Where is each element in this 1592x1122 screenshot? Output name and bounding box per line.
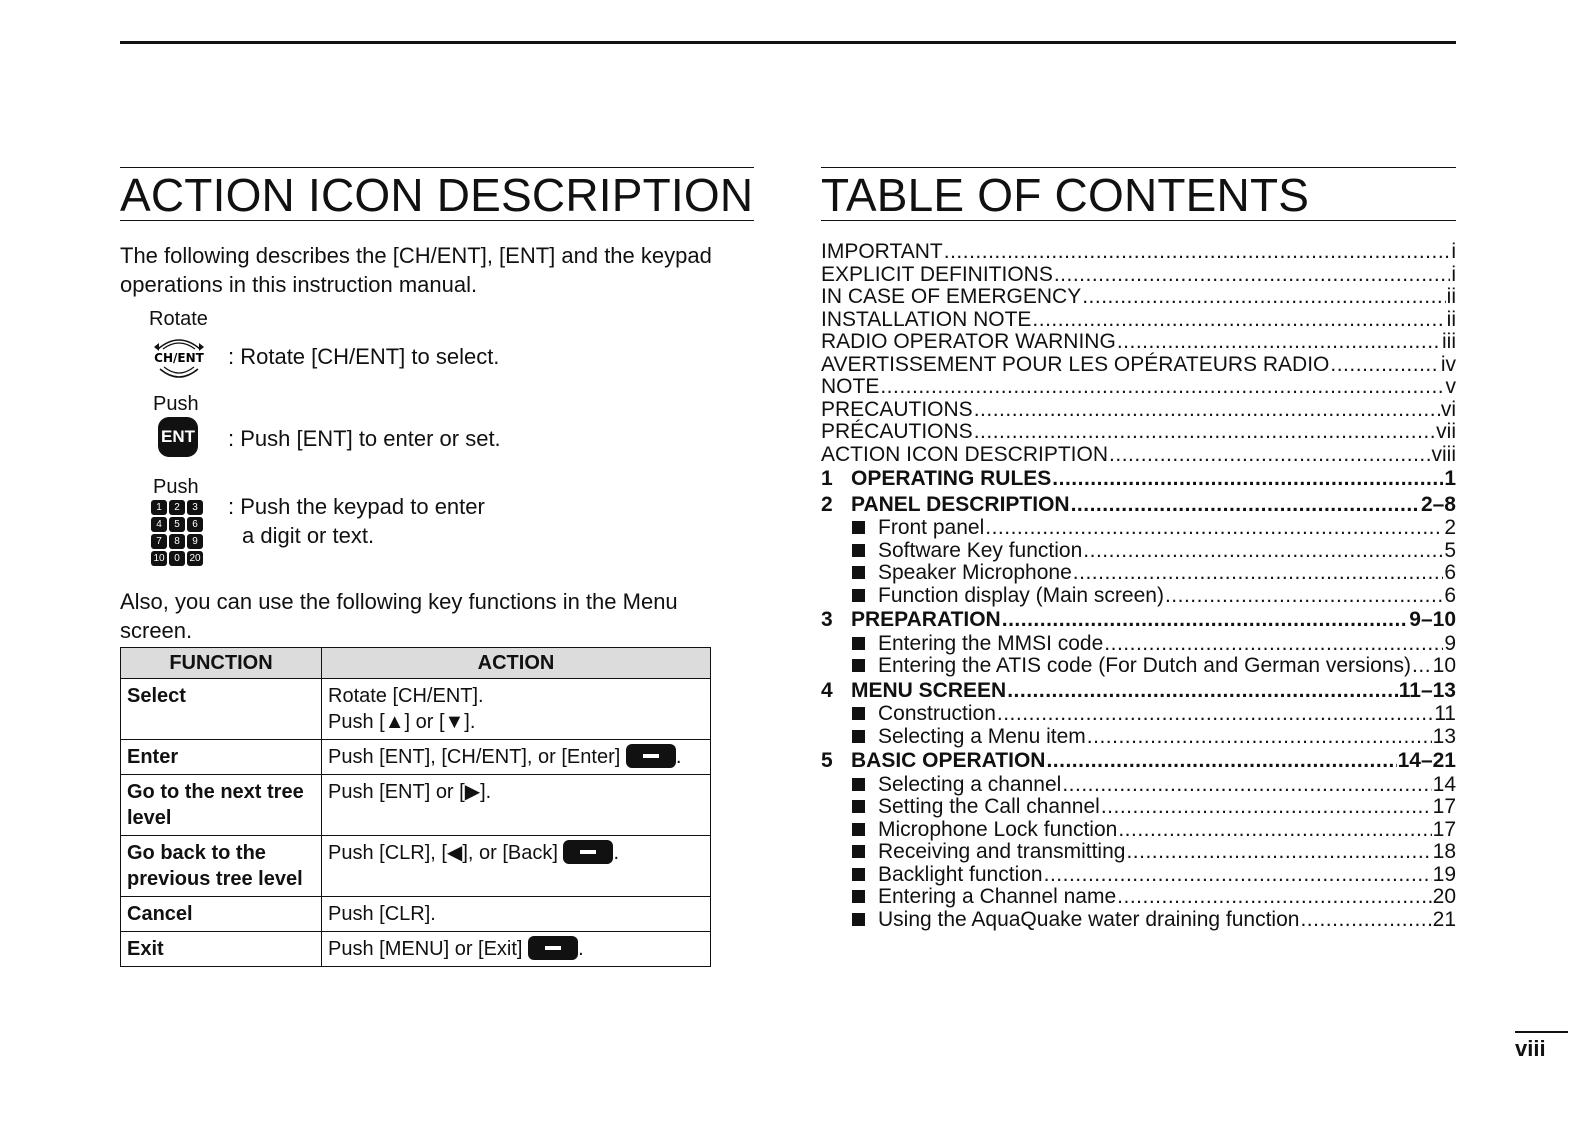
bullet-icon [821, 909, 878, 932]
dot-leader [1330, 354, 1439, 377]
toc-entry-page: vi [1440, 397, 1456, 421]
rotate-label: Rotate [149, 308, 208, 330]
toc-entry[interactable] [821, 466, 1456, 492]
toc-entry-page: 2–8 [1420, 492, 1456, 516]
toc-entry[interactable] [821, 562, 1456, 585]
menu-keys-intro: Also, you can use the following key functions in the Menu screen. [120, 589, 678, 643]
toc-entry-page: 10 [1432, 654, 1456, 677]
action-cell: Push [MENU] or [Exit] . [322, 932, 711, 967]
toc-entry-page: 17 [1432, 795, 1456, 818]
table-row [121, 775, 711, 836]
table-row [121, 740, 711, 775]
toc-entry[interactable] [821, 774, 1456, 797]
keypad-icon [151, 500, 203, 566]
function-cell [121, 775, 322, 836]
toc-entry-title: INSTALLATION NOTE [821, 307, 1032, 331]
toc-entry[interactable] [821, 703, 1456, 726]
toc-entry[interactable] [821, 748, 1456, 774]
toc-entry-title: Using the AquaQuake water draining function [878, 907, 1300, 931]
toc-entry[interactable] [821, 726, 1456, 749]
toc-entry-page: 19 [1432, 862, 1456, 886]
function-line: Go back to the [127, 842, 266, 864]
toc-entry-page: i [1451, 240, 1456, 263]
dot-leader [985, 517, 1443, 540]
table-of-contents [821, 167, 1456, 931]
toc-entry-title: PRECAUTIONS [821, 397, 973, 421]
toc-entry-page: 6 [1444, 561, 1456, 584]
toc-entry-title: Function display (Main screen) [878, 583, 1164, 607]
toc-entry-page: 6 [1444, 583, 1456, 607]
push-ent-desc: : Push [ENT] to enter or set. [228, 426, 501, 451]
dot-leader [1101, 796, 1432, 819]
toc-entry[interactable] [821, 421, 1456, 444]
section-number: 3 [821, 608, 833, 631]
table-row [121, 897, 711, 932]
function-cell: Cancel [121, 897, 322, 932]
toc-entry-page: 11–13 [1398, 678, 1456, 702]
table-row [121, 679, 711, 740]
dot-leader [1104, 633, 1443, 656]
action-line: Push [CLR], [◀], or [Back] [328, 842, 558, 864]
header-action: ACTION [322, 648, 711, 679]
toc-entry-title: Setting the Call channel [878, 795, 1100, 818]
toc-entry[interactable] [821, 492, 1456, 518]
section-number: 1 [821, 467, 833, 490]
toc-entry-title: Microphone Lock function [878, 817, 1118, 841]
toc-entry[interactable] [821, 331, 1456, 354]
toc-entry[interactable] [821, 354, 1456, 377]
toc-entry[interactable] [821, 796, 1456, 819]
action-icon-section [120, 167, 754, 960]
toc-entry-page: 13 [1432, 724, 1456, 748]
dot-leader [1117, 886, 1431, 909]
header-function: FUNCTION [121, 648, 322, 679]
soft-key-icon [528, 936, 578, 960]
action-cell: Push [ENT], [CH/ENT], or [Enter] . [322, 740, 711, 775]
key: 20 [187, 551, 203, 566]
toc-entry[interactable] [821, 264, 1456, 287]
dot-leader [1118, 819, 1431, 842]
toc-entry-title: Selecting a channel [878, 772, 1062, 796]
bullet-icon [821, 841, 878, 864]
toc-entry-page: iv [1440, 352, 1456, 376]
bullet-icon [821, 517, 878, 540]
toc-entry-title: ACTION ICON DESCRIPTION [821, 442, 1109, 466]
toc-entry-title: PANEL DESCRIPTION [851, 492, 1070, 516]
toc-entry[interactable] [821, 655, 1456, 678]
bullet-icon [821, 703, 878, 726]
bullet-icon [821, 585, 878, 608]
key-function-table [120, 647, 711, 967]
key: 1 [151, 500, 167, 515]
dot-leader [1046, 748, 1396, 774]
function-line: previous tree level [127, 868, 303, 890]
toc-entry-title: PRÉCAUTIONS [821, 420, 973, 443]
dot-leader [1002, 607, 1409, 633]
toc-entry-title: Construction [878, 702, 996, 725]
bullet-icon [821, 655, 878, 678]
key: 7 [151, 534, 167, 549]
toc-entry-page: 17 [1432, 817, 1456, 841]
toc-entry-title: AVERTISSEMENT POUR LES OPÉRATEURS RADIO [821, 352, 1330, 376]
toc-entry[interactable] [821, 678, 1456, 704]
dot-leader [974, 421, 1435, 444]
toc-entry-title: NOTE [821, 375, 880, 398]
toc-entry[interactable] [821, 540, 1456, 563]
section-number: 5 [821, 749, 833, 772]
toc-entry[interactable] [821, 376, 1456, 399]
push-keypad-label: Push [153, 476, 199, 498]
action-cell: Push [CLR], [◀], or [Back] . [322, 836, 711, 897]
action-line: Push [ENT], [CH/ENT], or [Enter] [328, 746, 621, 768]
toc-entry-title: Entering the MMSI code [878, 631, 1104, 655]
section-title: ACTION ICON DESCRIPTION [120, 169, 754, 221]
function-line: Go to the next tree [127, 781, 304, 803]
toc-entry[interactable] [821, 909, 1456, 932]
toc-entry-title: IN CASE OF EMERGENCY [821, 285, 1082, 308]
toc-entry-page: 21 [1432, 907, 1456, 931]
toc-entry-title: Front panel [878, 516, 985, 539]
toc-entry[interactable] [821, 864, 1456, 887]
dot-leader [1082, 286, 1445, 309]
dot-leader [1062, 774, 1431, 797]
dot-leader [1044, 864, 1432, 887]
toc-entry[interactable] [821, 444, 1456, 467]
dot-leader [1412, 655, 1432, 678]
dot-leader [880, 376, 1444, 399]
dot-leader [1126, 841, 1431, 864]
ent-key-icon: ENT [158, 417, 198, 457]
toc-entry[interactable] [821, 399, 1456, 422]
section-number: 4 [821, 678, 833, 702]
toc-entry-page: i [1451, 262, 1456, 286]
toc-entry[interactable] [821, 819, 1456, 842]
toc-entry-page: 20 [1432, 885, 1456, 908]
toc-entry-page: vii [1436, 420, 1456, 443]
toc-entry-page: 18 [1432, 840, 1456, 863]
toc-entry[interactable] [821, 517, 1456, 540]
key: 6 [187, 517, 203, 532]
bullet-icon [821, 562, 878, 585]
toc-entry-page: viii [1431, 442, 1456, 466]
toc-entry-title: Entering the ATIS code (For Dutch and German versions) [878, 654, 1412, 677]
dot-leader [1007, 678, 1398, 704]
toc-entry-page: ii [1446, 307, 1456, 331]
key: 5 [169, 517, 185, 532]
bullet-icon [821, 726, 878, 749]
toc-entry-title: Speaker Microphone [878, 561, 1072, 584]
top-rule [120, 41, 1456, 44]
toc-entry[interactable] [821, 886, 1456, 909]
dot-leader [974, 399, 1440, 422]
keypad-desc-line: a digit or text. [242, 523, 375, 548]
action-cell: Push [ENT] or [▶]. [322, 775, 711, 836]
toc-entry[interactable] [821, 309, 1456, 332]
action-cell: Push [CLR]. [322, 897, 711, 932]
dot-leader [944, 241, 1451, 264]
function-cell: Select [121, 679, 322, 740]
dot-leader [1109, 444, 1430, 467]
toc-entry-title: MENU SCREEN [851, 678, 1007, 702]
toc-entry-page: 11 [1434, 702, 1456, 725]
toc-entry-title: Backlight function [878, 862, 1043, 886]
section-number: 2 [821, 492, 833, 516]
action-line: Push [▲] or [▼]. [328, 711, 476, 733]
toc-entry-title: Entering a Channel name [878, 885, 1117, 908]
key: 3 [187, 500, 203, 515]
bullet-icon [821, 864, 878, 887]
toc-entry[interactable] [821, 241, 1456, 264]
dot-leader [1117, 331, 1441, 354]
key: 4 [151, 517, 167, 532]
dot-leader [1054, 264, 1451, 287]
toc-entry-title: EXPLICIT DEFINITIONS [821, 262, 1053, 286]
action-cell [322, 679, 711, 740]
key: 0 [169, 551, 185, 566]
toc-entry-title: OPERATING RULES [851, 467, 1052, 490]
bullet-icon [821, 819, 878, 842]
dot-leader [1073, 562, 1444, 585]
key: 9 [187, 534, 203, 549]
keypad-desc [228, 492, 485, 550]
bullet-icon [821, 796, 878, 819]
table-header [121, 648, 711, 679]
soft-key-icon [563, 840, 613, 864]
key: 8 [169, 534, 185, 549]
action-line: Push [MENU] or [Exit] [328, 938, 523, 960]
action-line: Rotate [CH/ENT]. [328, 685, 484, 707]
toc-entry[interactable] [821, 585, 1456, 608]
dot-leader [1083, 540, 1443, 563]
dot-leader [997, 703, 1433, 726]
toc-list [821, 241, 1456, 931]
bullet-icon [821, 886, 878, 909]
svg-text:CH/ENT: CH/ENT [154, 351, 204, 365]
toc-entry-title: Receiving and transmitting [878, 840, 1126, 863]
dot-leader [1087, 726, 1432, 749]
toc-entry-title: PREPARATION [851, 608, 1001, 631]
toc-entry-page: 14–21 [1397, 749, 1456, 772]
function-cell: Enter [121, 740, 322, 775]
dot-leader [1071, 492, 1420, 518]
dot-leader [1032, 309, 1445, 332]
toc-entry-page: 9–10 [1409, 608, 1456, 631]
dot-leader [1052, 466, 1443, 492]
toc-entry-page: ii [1446, 285, 1456, 308]
toc-entry[interactable] [821, 633, 1456, 656]
soft-key-icon [626, 744, 676, 768]
page-number: viii [1515, 1036, 1546, 1061]
bullet-icon [821, 540, 878, 563]
toc-entry[interactable] [821, 841, 1456, 864]
table-row [121, 836, 711, 897]
page-number-rule [1515, 1031, 1568, 1033]
toc-entry-page: 9 [1444, 631, 1456, 655]
toc-entry[interactable] [821, 607, 1456, 633]
keypad-desc-line: : Push the keypad to enter [228, 494, 485, 519]
toc-entry-page: 2 [1444, 516, 1456, 539]
dot-leader [1300, 909, 1431, 932]
toc-entry-title: RADIO OPERATOR WARNING [821, 330, 1116, 353]
key: 2 [169, 500, 185, 515]
table-row [121, 932, 711, 967]
dot-leader [1165, 585, 1443, 608]
toc-entry-title: IMPORTANT [821, 240, 943, 263]
bullet-icon [821, 633, 878, 656]
toc-entry-page: iii [1442, 330, 1456, 353]
toc-title: TABLE OF CONTENTS [821, 167, 1456, 221]
toc-entry-title: Selecting a Menu item [878, 724, 1086, 748]
toc-entry-page: 5 [1444, 538, 1456, 562]
ch-ent-dial-icon [150, 333, 208, 381]
function-line: level [127, 807, 172, 829]
toc-entry-title: Software Key function [878, 538, 1083, 562]
toc-entry-title: BASIC OPERATION [851, 749, 1046, 772]
key: 10 [151, 551, 167, 566]
toc-entry-page: v [1445, 375, 1456, 398]
bullet-icon [821, 774, 878, 797]
function-cell: Exit [121, 932, 322, 967]
function-cell [121, 836, 322, 897]
toc-entry-page: 14 [1432, 772, 1456, 796]
rotate-desc: : Rotate [CH/ENT] to select. [228, 344, 500, 369]
toc-entry-page: 1 [1444, 467, 1456, 490]
push-label: Push [153, 393, 199, 415]
toc-entry[interactable] [821, 286, 1456, 309]
intro-text: The following describes the [CH/ENT], [ENT] and the keypad operations in this instruction manual. [120, 243, 712, 297]
